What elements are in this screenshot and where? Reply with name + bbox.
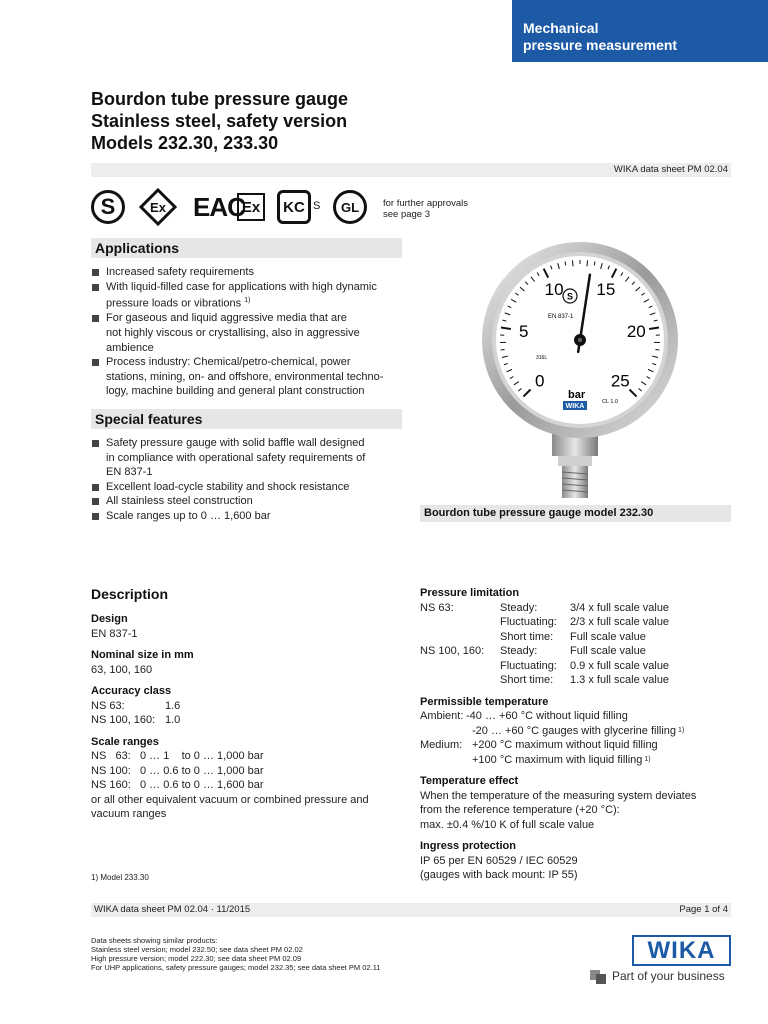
list-item: Safety pressure gauge with solid baffle wall designed in compliance with operational safety requirements of EN 837-1 [91,436,411,480]
table-row: -20 … +60 °C gauges with glycerine filling 1) [472,724,685,737]
design-heading: Design [91,613,128,625]
gauge-scale-label: 20 [626,322,646,342]
tagline-text: Part of your business [612,969,725,983]
accuracy-row: NS 100, 160: 1.0 [91,714,181,726]
temperature-effect-line-1: When the temperature of the measuring system deviates [420,789,697,802]
approval-note-line-1: for further approvals [383,198,469,209]
similar-products: Data sheets showing similar products: Stainless steel version; model 232.50; see data sheet PM 02.02 High pressure version; model 222.30; see data sheet PM 02.09 For UHP applications, safety pressure gauges; model 232.35; see data sheet PM 02.11 [91,936,381,972]
header-line-1: Mechanical [523,20,599,36]
list-item: Excellent load-cycle stability and shock resistance [91,480,411,495]
approval-marks [91,186,391,232]
temperature-effect-heading: Temperature effect [420,775,519,787]
approval-note [383,198,468,220]
wika-logo: WIKA [632,935,731,966]
footnote-ref: 1) [678,726,685,734]
temperature-effect-line-2: from the reference temperature (+20 °C): [420,804,620,816]
pressure-limitation-heading: Pressure limitation [420,587,520,599]
safety-s-icon: S [91,190,125,224]
kc-icon: KC [277,190,311,224]
header-line-2: pressure measurement [523,37,678,53]
special-features-heading: Special features [91,409,402,429]
table-row: NS 100, 160: Steady: Full scale value [420,645,646,657]
gauge-class: CL 1.0 [602,399,619,405]
list-item: With liquid-filled case for applications with high dynamic pressure loads or vibrations $^{1)}$ [91,280,411,312]
gauge-brand: WIKA [565,403,585,410]
footnote-ref: 1) [644,755,651,763]
scale-note-line-1: or all other equivalent vacuum or combined pressure and [91,793,369,806]
gauge-scale-label: 15 [596,280,616,300]
table-row: Ambient: -40 … +60 °C without liquid filling [420,710,628,722]
gauge-tick [572,260,573,266]
nominal-size-heading: Nominal size in mm [91,649,194,661]
title-line-1: Bourdon tube pressure gauge [91,89,349,109]
scale-row: NS 100: 0 … 0.6 to 0 … 1,000 bar [91,764,264,777]
specs-right-block [420,586,731,883]
gauge-scale-label: 5 [518,322,529,342]
footer-left: WIKA data sheet PM 02.04 · 11/2015 [94,904,251,915]
temperature-effect-line-3: max. ±0.4 %/10 K of full scale value [420,818,595,831]
list-item: All stainless steel construction [91,494,411,509]
permissible-temperature-heading: Permissible temperature [420,695,549,708]
table-row: Fluctuating: 0.9 x full scale value [500,659,670,672]
nominal-size-value: 63, 100, 160 [91,663,153,676]
header-box [512,0,768,62]
gauge-tick [655,350,659,351]
gauge-standard: EN 837-1 [548,314,574,320]
table-row: Medium: +200 °C maximum without liquid filling [420,739,658,751]
pressure-gauge-illustration [470,238,690,508]
document-title [91,88,511,154]
gauge-tick [587,260,588,266]
eac-icon: EAC [193,191,245,222]
accuracy-heading: Accuracy class [91,685,172,697]
gauge-badge: S [566,291,574,302]
datasheet-bar [91,163,731,177]
ingress-heading: Ingress protection [420,840,516,852]
list-item: For gaseous and liquid aggressive media that are not highly viscous or crystallising, also in aggressive ambience [91,311,411,355]
list-item: Scale ranges up to 0 … 1,600 bar [91,509,411,524]
description-block [91,612,401,822]
scale-row: NS 160: 0 … 0.6 to 0 … 1,600 bar [91,779,264,791]
gauge-scale-label: 10 [544,280,564,300]
ingress-line-1: IP 65 per EN 60529 / IEC 60529 [420,854,578,867]
pressure-gauge-image [470,238,690,508]
datasheet-ref: WIKA data sheet PM 02.04 [613,164,728,175]
table-row: Short time: Full scale value [500,630,646,643]
image-caption: Bourdon tube pressure gauge model 232.30 [420,505,731,522]
approval-note-line-2: see page 3 [383,209,431,220]
list-item: Increased safety requirements [91,265,411,280]
ingress-line-2: (gauges with back mount: IP 55) [420,869,578,881]
eac-ex-icon: Ex [237,193,265,221]
list-item: Process industry: Chemical/petro-chemical, power stations, mining, on- and offshore, environmental techno- logy, machine building and general plant construction [91,355,411,399]
design-value: EN 837-1 [91,627,138,640]
scale-row: NS 63: 0 … 1 to 0 … 1,000 bar [91,750,264,762]
gauge-material: 316L [536,355,548,361]
table-row: +100 °C maximum with liquid filling 1) [472,753,651,766]
description-heading: Description [91,586,169,602]
tagline [590,968,735,986]
tagline-square-icon [596,974,606,984]
atex-ex-label: Ex [150,199,166,215]
gauge-unit: bar [568,389,586,401]
special-features-list [91,436,411,524]
scale-note-line-2: vacuum ranges [91,808,167,820]
footnote-ref: 1) [244,297,251,305]
gauge-scale-label: 25 [610,371,630,391]
table-row: Fluctuating: 2/3 x full scale value [500,616,670,628]
kc-s-label: S [313,200,321,212]
page-number: Page 1 of 4 [679,904,728,915]
footer-bar [91,903,731,917]
scale-ranges-heading: Scale ranges [91,735,159,748]
accuracy-row: NS 63: 1.6 [91,699,181,712]
table-row: NS 63: Steady: 3/4 x full scale value [420,601,670,614]
title-line-3: Models 232.30, 233.30 [91,133,279,153]
applications-heading: Applications [91,238,402,258]
gauge-scale-label: 0 [534,371,545,391]
atex-ex-icon [139,188,177,226]
title-line-2: Stainless steel, safety version [91,111,348,131]
pressure-limitation-table [420,601,731,688]
gauge-tick [501,350,505,351]
gl-icon: GL [333,190,367,224]
table-row: Short time: 1.3 x full scale value [500,674,670,686]
footnote: 1) Model 233.30 [91,873,149,882]
applications-list [91,265,411,399]
